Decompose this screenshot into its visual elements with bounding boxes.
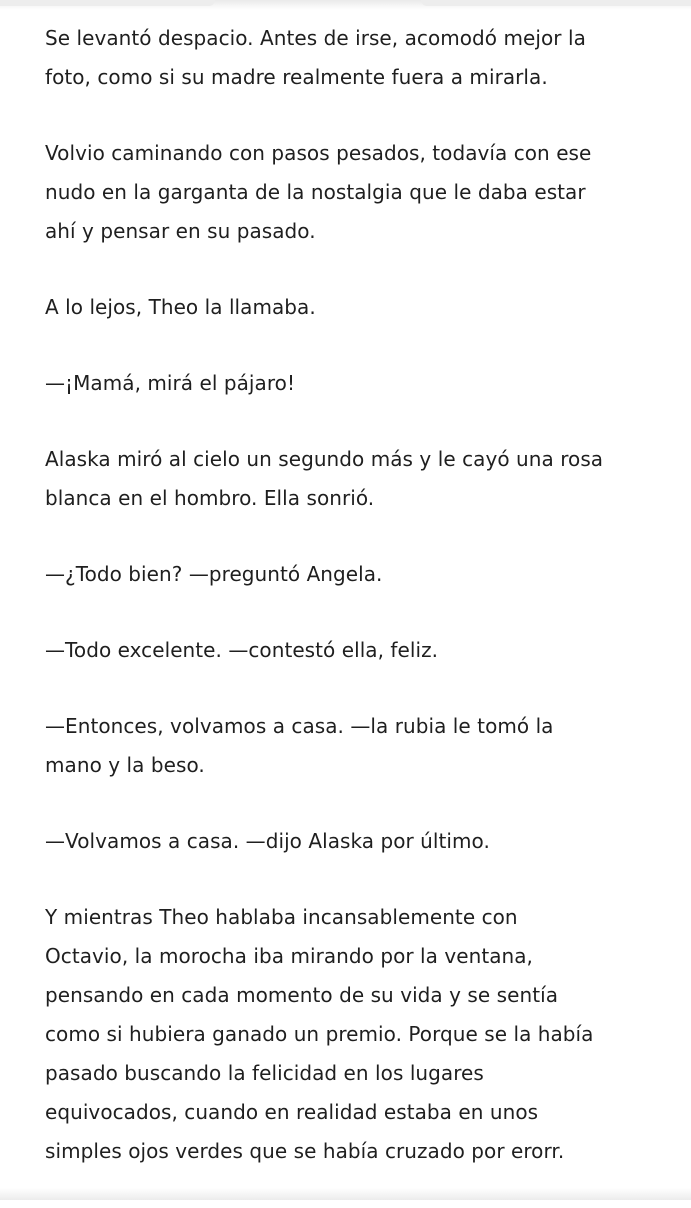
text-line: Octavio, la morocha iba mirando por la ventana, — [45, 944, 533, 968]
text-line: como si hubiera ganado un premio. Porque se la había — [45, 1022, 594, 1046]
text-line: Se levantó despacio. Antes de irse, acomodó mejor la — [45, 26, 586, 50]
text-line: —Todo excelente. —contestó ella, feliz. — [45, 638, 439, 662]
text-line: —Volvamos a casa. —dijo Alaska por último. — [45, 829, 490, 853]
story-text — [45, 19, 675, 1208]
story-paragraph — [45, 555, 675, 594]
text-line: Alaska miró al cielo un segundo más y le cayó una rosa — [45, 447, 604, 471]
text-line: ahí y pensar en su pasado. — [45, 219, 316, 243]
top-edge-left-shadow — [0, 0, 215, 6]
text-line: A lo lejos, Theo la llamaba. — [45, 295, 316, 319]
story-paragraph — [45, 822, 675, 861]
top-edge — [0, 0, 691, 10]
story-paragraph — [45, 288, 675, 327]
text-line: pensando en cada momento de su vida y se sentía — [45, 983, 559, 1007]
top-edge-right-shadow — [421, 0, 691, 6]
text-line: pasado buscando la felicidad en los lugares — [45, 1061, 484, 1085]
text-line: equivocados, cuando en realidad estaba en unos — [45, 1100, 539, 1124]
story-paragraph — [45, 134, 675, 251]
text-line: nudo en la garganta de la nostalgia que le daba estar — [45, 180, 586, 204]
bottom-edge — [0, 1188, 691, 1200]
story-paragraph — [45, 631, 675, 670]
text-line: —Entonces, volvamos a casa. —la rubia le tomó la — [45, 714, 554, 738]
text-line: —¿Todo bien? —preguntó Angela. — [45, 562, 383, 586]
text-line: Volvio caminando con pasos pesados, todavía con ese — [45, 141, 592, 165]
story-paragraph — [45, 364, 675, 403]
text-line: blanca en el hombro. Ella sonrió. — [45, 486, 375, 510]
story-paragraph — [45, 440, 675, 518]
story-paragraph — [45, 898, 675, 1171]
text-line: Y mientras Theo hablaba incansablemente con — [45, 905, 518, 929]
story-paragraph — [45, 707, 675, 785]
text-line: —¡Mamá, mirá el pájaro! — [45, 371, 296, 395]
text-line: simples ojos verdes que se había cruzado por erorr. — [45, 1139, 565, 1163]
story-paragraph — [45, 19, 675, 97]
text-line: foto, como si su madre realmente fuera a mirarla. — [45, 65, 548, 89]
text-line: mano y la beso. — [45, 753, 205, 777]
